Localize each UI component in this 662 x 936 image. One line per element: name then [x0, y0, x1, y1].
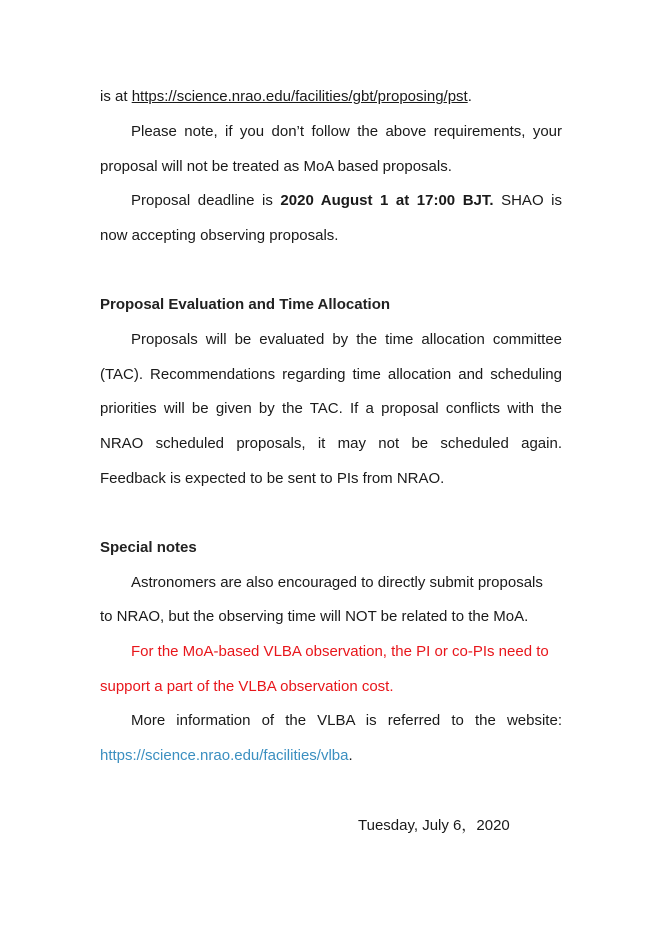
vlba-link-suffix: .: [348, 747, 353, 764]
evaluation-line-1: Proposals will be evaluated by the time allocation committee: [131, 331, 562, 348]
vlba-link-line: [100, 746, 562, 766]
deadline-line-1: [100, 191, 562, 211]
intro-suffix: .: [467, 88, 472, 105]
deadline-suffix: SHAO is: [493, 192, 562, 209]
special-para1-line-1: Astronomers are also encouraged to directly submit proposals: [131, 574, 543, 591]
evaluation-line-5: Feedback is expected to be sent to PIs from NRAO.: [100, 470, 445, 487]
evaluation-heading: Proposal Evaluation and Time Allocation: [100, 296, 391, 313]
evaluation-line-3: priorities will be given by the TAC. If a proposal conflicts with the: [100, 400, 562, 417]
special-para1-line-2: to NRAO, but the observing time will NOT be related to the MoA.: [100, 608, 529, 625]
vlba-link[interactable]: https://science.nrao.edu/facilities/vlba: [100, 747, 349, 764]
note-line-1: Please note, if you don’t follow the above requirements, your: [131, 123, 562, 140]
deadline-date: 2020 August 1 at 17:00 BJT.: [280, 192, 494, 209]
intro-line: [100, 87, 562, 107]
deadline-line-2: now accepting observing proposals.: [100, 227, 339, 244]
evaluation-line-2: (TAC). Recommendations regarding time allocation and scheduling: [100, 366, 562, 383]
intro-prefix: is at: [100, 88, 132, 105]
gbt-pst-link[interactable]: https://science.nrao.edu/facilities/gbt/proposing/pst: [131, 88, 468, 105]
cost-note-line-2: support a part of the VLBA observation cost.: [100, 678, 394, 695]
special-notes-heading: Special notes: [100, 539, 197, 556]
document-date: Tuesday, July 6，2020: [358, 817, 510, 834]
vlba-info-line: More information of the VLBA is referred to the website:: [131, 712, 562, 729]
evaluation-line-4: NRAO scheduled proposals, it may not be scheduled again.: [100, 435, 562, 452]
cost-note-line-1: For the MoA-based VLBA observation, the PI or co-PIs need to: [131, 643, 549, 660]
note-line-2: proposal will not be treated as MoA based proposals.: [100, 158, 452, 175]
deadline-prefix: Proposal deadline is: [131, 192, 281, 209]
